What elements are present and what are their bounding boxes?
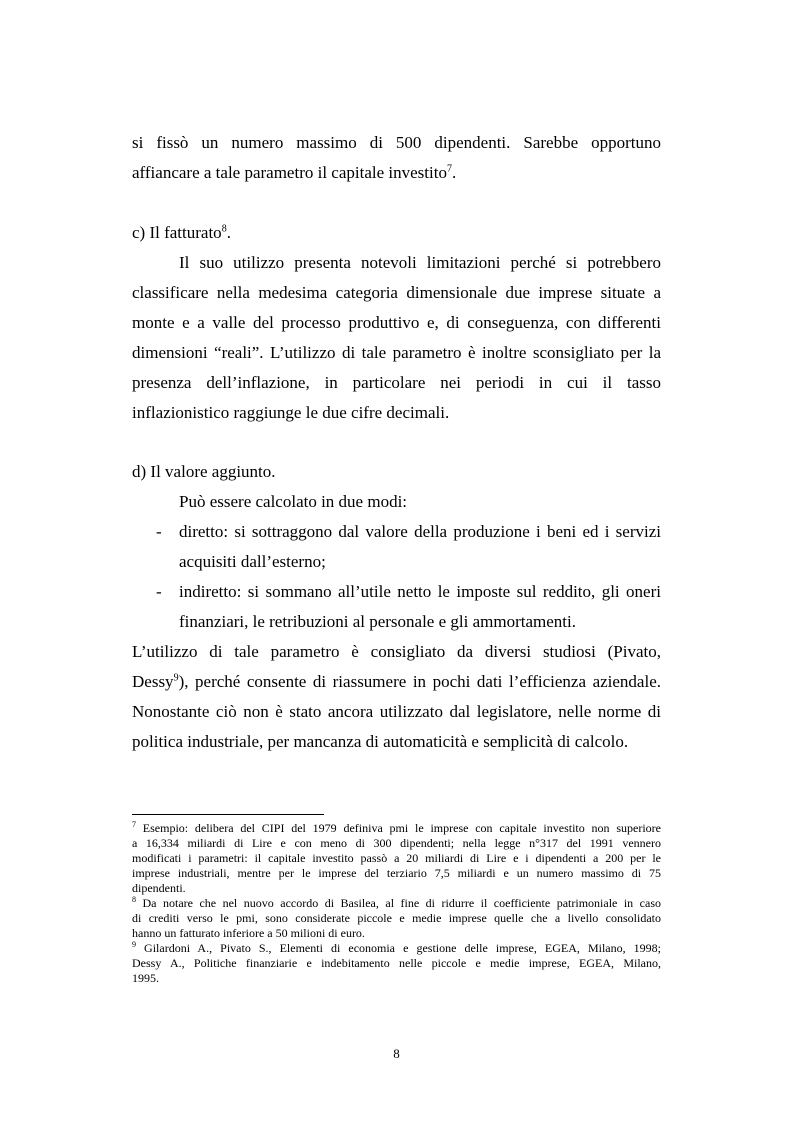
footnote-ref: 7: [446, 163, 452, 175]
text-line: L’utilizzo di tale parametro è consigliato da diversi studiosi (Pivato,: [132, 642, 661, 661]
section-fatturato: [132, 218, 661, 428]
list-item: [132, 577, 661, 637]
list-dash: -: [156, 522, 162, 541]
section-heading: d) Il valore aggiunto.: [132, 462, 276, 481]
footnote-number: 7: [132, 820, 136, 829]
text-line: affiancare a tale parametro il capitale investito$^7$.: [132, 163, 457, 182]
footnotes: [132, 821, 661, 986]
footnote-line: dipendenti.: [132, 881, 186, 895]
text-line: Nonostante ciò non è stato ancora utilizzato dal legislatore, nelle norme di: [132, 702, 661, 721]
footnote-number: 9: [132, 940, 136, 949]
text-line: indiretto: si sommano all’utile netto le imposte sul reddito, gli oneri: [179, 582, 661, 601]
section-heading: c) Il fatturato$^8$.: [132, 223, 231, 242]
list-item: [132, 517, 661, 577]
text-line: diretto: si sottraggono dal valore della produzione i beni ed i servizi: [179, 522, 661, 541]
text-line: monte e a valle del processo produttivo e, di conseguenza, con differenti: [132, 313, 661, 332]
section-valore-aggiunto: [132, 457, 661, 757]
footnote-line: 1995.: [132, 971, 159, 985]
text-line: politica industriale, per mancanza di automaticità e semplicità di calcolo.: [132, 732, 629, 751]
footnote-line: di crediti verso le pmi, sono considerate piccole e medie imprese quelle che a livello consolidato: [132, 911, 661, 925]
footnote-line: modificati i parametri: il capitale investito passò a 20 miliardi di Lire e i dipendenti a 200 per le: [132, 851, 661, 865]
list-dash: -: [156, 582, 162, 601]
footnote-ref: 9: [173, 672, 179, 684]
footnote-ref: 8: [221, 223, 227, 235]
footnote-line: $^7$ Esempio: delibera del CIPI del 1979 definiva pmi le imprese con capitale investito non superiore: [132, 820, 661, 835]
text-line: acquisiti dall’esterno;: [179, 552, 326, 571]
text-line: dimensioni “reali”. L’utilizzo di tale parametro è inoltre sconsigliato per la: [132, 343, 661, 362]
footnote-line: $^8$ Da notare che nel nuovo accordo di Basilea, al fine di ridurre il coefficiente patrimoniale in caso: [132, 895, 661, 910]
text-line: presenza dell’inflazione, in particolare nei periodi in cui il tasso: [132, 373, 661, 392]
text-line: Può essere calcolato in due modi:: [179, 492, 408, 511]
text-line: Il suo utilizzo presenta notevoli limitazioni perché si potrebbero: [179, 253, 661, 272]
footnote-number: 8: [132, 895, 136, 904]
text-line: si fissò un numero massimo di 500 dipendenti. Sarebbe opportuno: [132, 133, 661, 152]
footnote-line: Dessy A., Politiche finanziarie e indebitamento nelle piccole e medie imprese, EGEA, Milano,: [132, 956, 661, 970]
page-number: 8: [393, 1046, 400, 1061]
text-line: finanziari, le retribuzioni al personale e gli ammortamenti.: [179, 612, 576, 631]
footnote-line: imprese industriali, mentre per le imprese del terziario 7,5 miliardi e un numero massimo di 75: [132, 866, 661, 880]
text-line: inflazionistico raggiunge le due cifre decimali.: [132, 403, 450, 422]
text-line: Dessy$^9$), perché consente di riassumere in pochi dati l’efficienza aziendale.: [132, 672, 661, 691]
footnote-separator: [132, 814, 324, 815]
footnote-line: a 16,334 miliardi di Lire e con meno di 300 dipendenti; nella legge n°317 del 1991 vennero: [132, 836, 661, 850]
paragraph-continuation: [132, 128, 661, 188]
footnote-line: hanno un fatturato inferiore a 50 milioni di euro.: [132, 926, 365, 940]
footnote-line: $^9$ Gilardoni A., Pivato S., Elementi di economia e gestione delle imprese, EGEA, Milano, 1998;: [132, 940, 661, 955]
text-line: classificare nella medesima categoria dimensionale due imprese situate a: [132, 283, 661, 302]
